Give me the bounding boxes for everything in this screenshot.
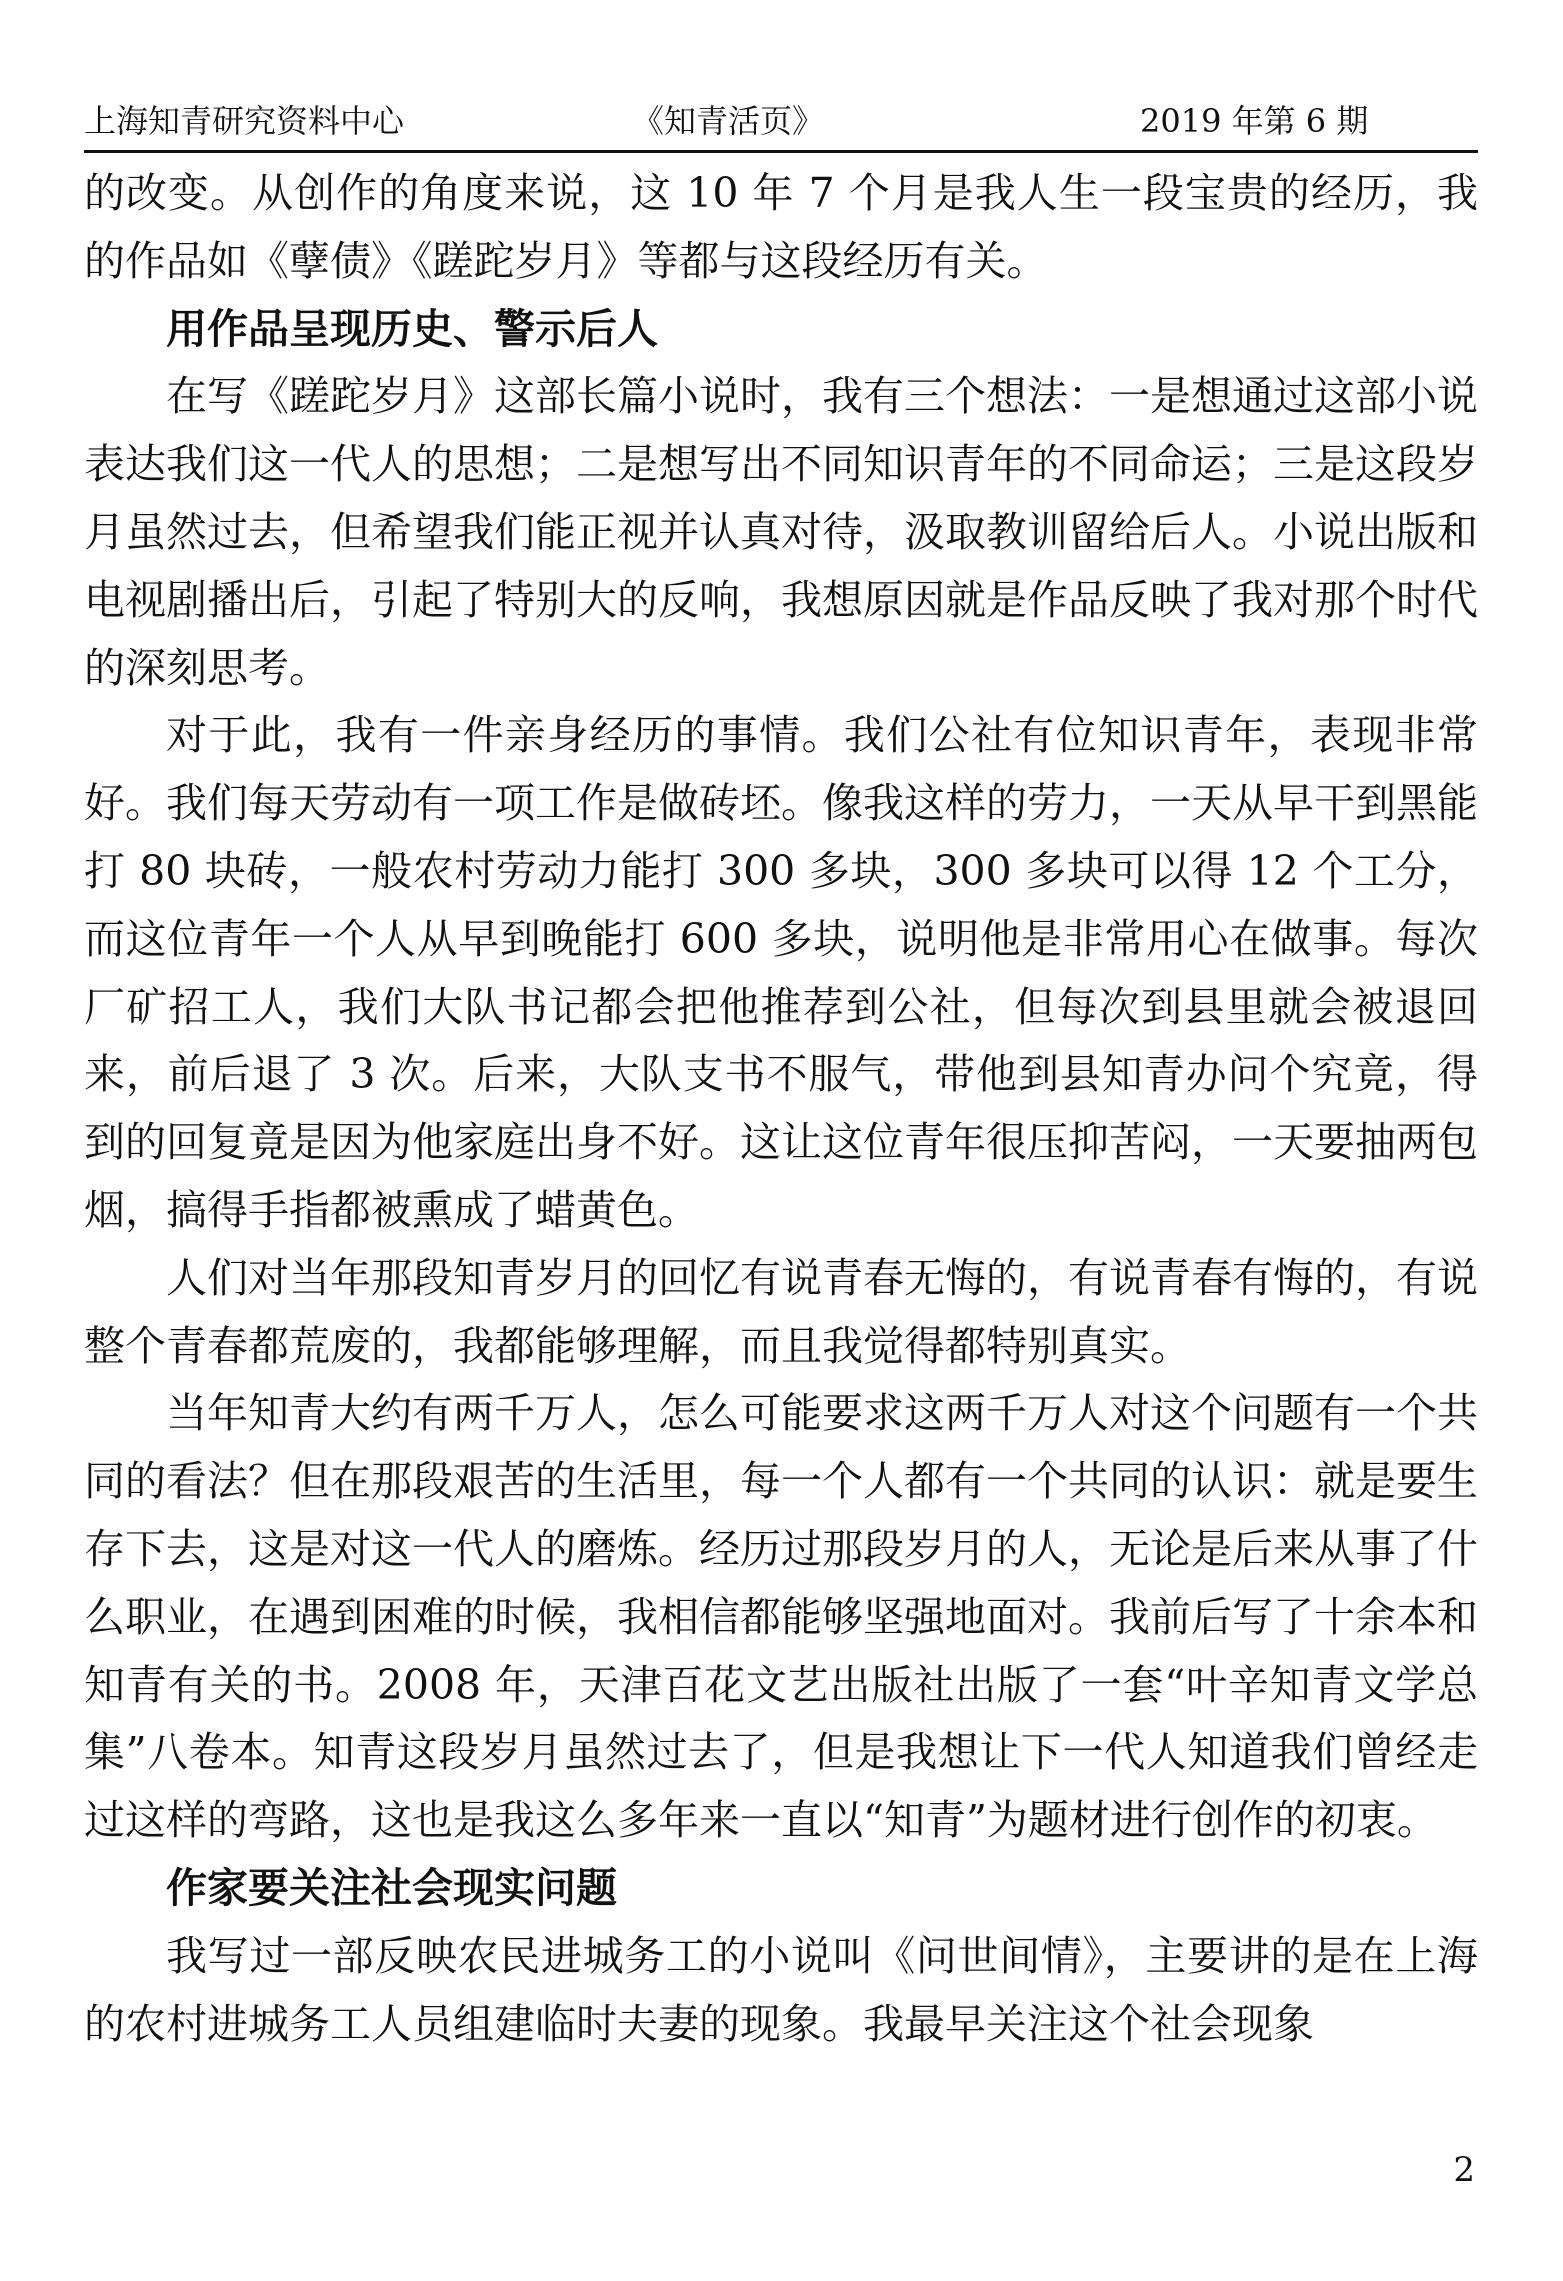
page-number: 2 xyxy=(1453,2150,1475,2190)
paragraph: 对于此，我有一件亲身经历的事情。我们公社有位知识青年，表现非常好。我们每天劳动有一项工作是做砖坯。像我这样的劳力，一天从早干到黑能打 80 块砖，一般农村劳动力能打 300 多块，300 多块可以得 12 个工分，而这位青年一个人从早到晚能打 600 多块，说明他是非常用心在做事。每次厂矿招工人，我们大队书记都会把他推荐到公社，但每次到县里就会被退回来，前后退了 3 次。后来，大队支书不服气，带他到县知青办问个究竟，得到的回复竟是因为他家庭出身不好。这让这位青年很压抑苦闷，一天要抽两包烟，搞得手指都被熏成了蜡黄色。 xyxy=(84,711,1478,1234)
header-divider xyxy=(84,150,1478,153)
paragraph: 我写过一部反映农民进城务工的小说叫《问世间情》，主要讲的是在上海的农村进城务工人员组建临时夫妻的现象。我最早关注这个社会现象 xyxy=(84,1931,1478,2048)
header-organization: 上海知青研究资料中心 xyxy=(84,102,405,140)
header-issue: 2019 年第 6 期 xyxy=(1140,102,1369,140)
paragraph: 在写《蹉跎岁月》这部长篇小说时，我有三个想法：一是想通过这部小说表达我们这一代人的思想；二是想写出不同知识青年的不同命运；三是这段岁月虽然过去，但希望我们能正视并认真对待，汲取教训留给后人。小说出版和电视剧播出后，引起了特别大的反响，我想原因就是作品反映了我对那个时代的深刻思考。 xyxy=(84,372,1478,692)
article-body xyxy=(84,160,1478,2058)
header-publication-title: 《知青活页》 xyxy=(632,102,825,140)
paragraph: 的改变。从创作的角度来说，这 10 年 7 个月是我人生一段宝贵的经历，我的作品如《孽债》《蹉跎岁月》等都与这段经历有关。 xyxy=(84,169,1478,285)
paragraph: 人们对当年那段知青岁月的回忆有说青春无悔的，有说青春有悔的，有说整个青春都荒废的，我都能够理解，而且我觉得都特别真实。 xyxy=(84,1253,1478,1370)
page-header xyxy=(84,96,1474,146)
paragraph: 当年知青大约有两千万人，怎么可能要求这两千万人对这个问题有一个共同的看法？但在那段艰苦的生活里，每一个人都有一个共同的认识：就是要生存下去，这是对这一代人的磨炼。经历过那段岁月的人，无论是后来从事了什么职业，在遇到困难的时候，我相信都能够坚强地面对。我前后写了十余本和知青有关的书。2008 年，天津百花文艺出版社出版了一套“叶辛知青文学总集”八卷本。知青这段岁月虽然过去了，但是我想让下一代人知道我们曾经走过这样的弯路，这也是我这么多年来一直以“知青”为题材进行创作的初衷。 xyxy=(84,1389,1478,1845)
section-heading: 作家要关注社会现实问题 xyxy=(166,1863,617,1912)
section-heading: 用作品呈现历史、警示后人 xyxy=(166,304,658,353)
